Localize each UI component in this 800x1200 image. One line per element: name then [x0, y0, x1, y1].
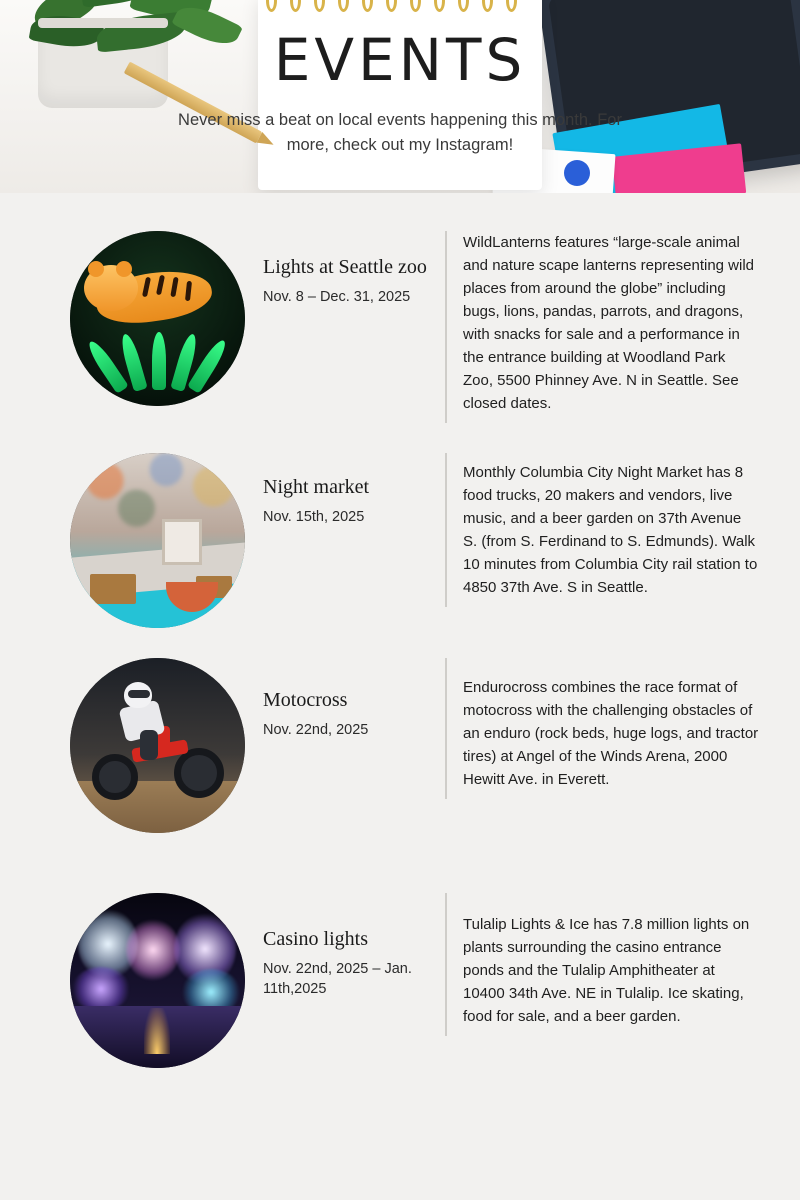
list-item — [0, 893, 800, 1068]
event-meta — [245, 453, 445, 527]
event-meta — [245, 231, 445, 307]
motocross-photo — [70, 658, 245, 833]
event-description: Endurocross combines the race format of motocross with the challenging obstacles of an enduro (rock beds, huge logs, and tractor tires) at Angel of the Winds Arena, 2000 Hewitt Ave. in Everett. — [445, 658, 775, 799]
events-list — [0, 193, 800, 1068]
event-description: Monthly Columbia City Night Market has 8 food trucks, 20 makers and vendors, live music, and a beer garden on 37th Avenue S. (from S. Ferdinand to S. Edmunds). Walk 10 minutes from Columbia City rail station to 4850 37th Ave. S in Seattle. — [445, 453, 775, 607]
event-date: Nov. 22nd, 2025 – Jan. 11th,2025 — [263, 961, 412, 997]
event-meta — [245, 893, 445, 999]
night-market-photo — [70, 453, 245, 628]
event-date: Nov. 8 – Dec. 31, 2025 — [263, 289, 411, 305]
event-date: Nov. 22nd, 2025 — [263, 722, 369, 738]
notebook-spiral-binding — [258, 0, 542, 12]
list-item — [0, 231, 800, 423]
casino-lights-photo — [70, 893, 245, 1068]
hero-banner — [0, 0, 800, 193]
tiger-lantern-photo — [70, 231, 245, 406]
blue-object-image — [564, 160, 590, 186]
event-title: Night market — [263, 476, 370, 498]
page-title: EVENTS — [273, 26, 527, 94]
event-title: Casino lights — [263, 928, 369, 950]
event-description: Tulalip Lights & Ice has 7.8 million lights on plants surrounding the casino entrance ponds and the Tulalip Amphitheater at 10400 34th Ave. NE in Tulalip. Ice skating, food for sale, and a beer garden. — [445, 893, 775, 1036]
list-item — [0, 658, 800, 833]
event-title: Motocross — [263, 689, 348, 711]
event-date: Nov. 15th, 2025 — [263, 509, 365, 525]
list-item — [0, 453, 800, 628]
event-meta — [245, 658, 445, 740]
event-title: Lights at Seattle zoo — [263, 256, 427, 278]
hero-subtitle: Never miss a beat on local events happening this month. For more, check out my Instagram! — [178, 111, 622, 154]
event-description: WildLanterns features “large-scale animal and nature scape lanterns representing wild places from around the globe” including bugs, lions, pandas, parrots, and dragons, with snacks for sale and a performance in the entrance building at Woodland Park Zoo, 5500 Phinney Ave. N in Seattle. See closed dates. — [445, 231, 775, 423]
